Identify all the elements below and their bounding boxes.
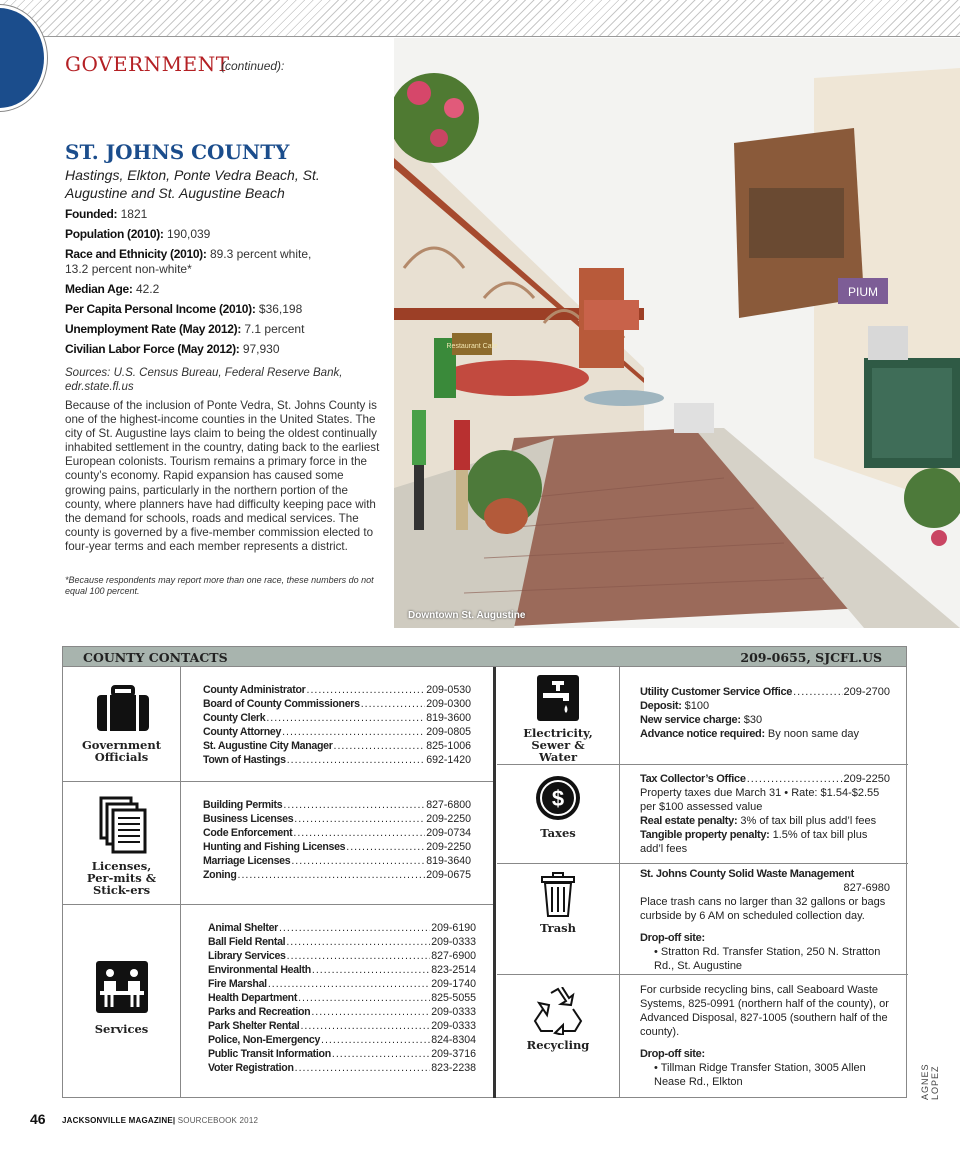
contact-row: Hunting and Fishing Licenses ..... 209-2250 xyxy=(203,840,471,854)
licenses-list-cell xyxy=(181,782,494,905)
photo-caption: Downtown St. Augustine xyxy=(408,610,526,621)
trash-phone-line: 827-6980 xyxy=(843,882,890,894)
trash-info xyxy=(640,867,890,973)
trash-dropoff: • Stratton Rd. Transfer Station, 250 N. Stratton Rd., St. Augustine xyxy=(654,946,881,972)
utilities-office-row: Utility Customer Service Office ..... 209-2700 xyxy=(640,685,890,699)
utilities-info-cell xyxy=(620,667,908,765)
documents-icon xyxy=(99,796,149,854)
contact-row: Park Shelter Rental ..... 209-0333 xyxy=(208,1019,476,1033)
taxes-icon-cell xyxy=(497,765,620,864)
restaurant-sign-text: Restaurant Cafe xyxy=(446,343,498,350)
licenses-contact-list xyxy=(203,798,471,882)
contact-row: Ball Field Rental ..... 209-0333 xyxy=(208,935,476,949)
licenses-label: Licenses, Per-mits & Stick-ers xyxy=(86,859,157,897)
fact-income: Per Capita Personal Income (2010): $36,198 xyxy=(65,302,303,316)
contact-row: Health Department ..... 825-5055 xyxy=(208,991,476,1005)
contact-row: Town of Hastings ..... 692-1420 xyxy=(203,753,471,767)
services-label: Services xyxy=(94,1022,149,1036)
services-list-cell xyxy=(181,905,494,1098)
dollar-icon xyxy=(534,774,582,822)
contact-row: County Administrator ..... 209-0530 xyxy=(203,683,471,697)
county-description: Because of the inclusion of Ponte Vedra, St. Johns County is one of the highest-income counties in the United States. The city of St. Augustine lays claim to being the oldest continually inhabited settlement in the country, dating back to the earliest European colonists. Tourism remains a primary force in the county’s economy. Rapid expansion has caused some growing pains, particularly in the northern portion of the county, where planners have had difficulty keeping pace with the demand for schools, roads and medical services. The county is governed by a five-member commission elected to four-year terms and each member represents a district. xyxy=(65,399,380,553)
taxes-due: Property taxes due March 31 • Rate: $1.54-$2.55 per $100 assessed value xyxy=(640,787,880,813)
recycling-dropoff-label: Drop-off site: xyxy=(640,1048,705,1060)
contact-row: Environmental Health ..... 823-2514 xyxy=(208,963,476,977)
taxes-info xyxy=(640,772,890,856)
utilities-label: Electricity, Sewer & Water xyxy=(523,726,593,764)
page-number: 46 xyxy=(30,1111,46,1127)
recycling-info xyxy=(640,983,890,1089)
fact-founded: Founded: 1821 xyxy=(65,207,148,221)
government-icon-cell xyxy=(63,667,181,782)
contact-row: Voter Registration ..... 823-2238 xyxy=(208,1061,476,1075)
footnote: *Because respondents may report more than one race, these numbers do not equal 100 percent. xyxy=(65,575,374,596)
contact-row: Police, Non-Emergency ..... 824-8304 xyxy=(208,1033,476,1047)
trash-icon-cell xyxy=(497,864,620,975)
footer-magazine: JACKSONVILLE MAGAZINE| SOURCEBOOK 2012 xyxy=(62,1116,259,1125)
county-contacts-bar xyxy=(62,646,907,667)
contacts-phone-website: 209-0655, SJCFL.US xyxy=(740,650,882,665)
utilities-charge: New service charge: $30 xyxy=(640,714,763,726)
trash-can-icon xyxy=(540,872,576,918)
sources: Sources: U.S. Census Bureau, Federal Reserve Bank, edr.state.fl.us xyxy=(65,367,343,393)
trash-info-cell xyxy=(620,864,908,975)
contacts-grid xyxy=(62,667,907,1098)
government-contact-list xyxy=(203,683,471,767)
taxes-real-estate: Real estate penalty: 3% of tax bill plus add’l fees xyxy=(640,815,877,827)
header-hatch-band xyxy=(0,0,960,37)
contact-row: St. Augustine City Manager ..... 825-1006 xyxy=(203,739,471,753)
briefcase-icon xyxy=(95,685,151,733)
trash-label: Trash xyxy=(539,921,577,935)
street-scene-image xyxy=(394,38,960,628)
county-towns: Hastings, Elkton, Ponte Vedra Beach, St. Augustine and St. Augustine Beach xyxy=(65,167,320,201)
street-photo xyxy=(394,38,960,628)
contact-row: Code Enforcement ..... 209-0734 xyxy=(203,826,471,840)
utilities-notice: Advance notice required: By noon same day xyxy=(640,728,860,740)
contacts-title: COUNTY CONTACTS xyxy=(83,650,228,665)
contact-row: Building Permits ..... 827-6800 xyxy=(203,798,471,812)
taxes-office-row: Tax Collector’s Office ..... 209-2250 xyxy=(640,772,890,786)
svg-text:$: $ xyxy=(551,786,565,811)
recycling-dropoff: • Tillman Ridge Transfer Station, 3005 Allen Nease Rd., Elkton xyxy=(654,1062,866,1088)
utilities-deposit: Deposit: $100 xyxy=(640,700,710,712)
contact-row: County Attorney ..... 209-0805 xyxy=(203,725,471,739)
fact-population: Population (2010): 190,039 xyxy=(65,227,211,241)
section-continued: (continued): xyxy=(221,59,285,73)
taxes-tangible: Tangible property penalty: 1.5% of tax bill plus add’l fees xyxy=(640,829,868,855)
government-list-cell xyxy=(181,667,494,782)
contact-row: Fire Marshal ..... 209-1740 xyxy=(208,977,476,991)
county-facts xyxy=(65,207,385,362)
fact-unemployment: Unemployment Rate (May 2012): 7.1 percent xyxy=(65,322,305,336)
county-title: ST. JOHNS COUNTY xyxy=(65,140,290,164)
services-icon-cell xyxy=(63,905,181,1098)
contact-row: Zoning ..... 209-0675 xyxy=(203,868,471,882)
fact-median-age: Median Age: 42.2 xyxy=(65,282,160,296)
trash-dropoff-label: Drop-off site: xyxy=(640,932,705,944)
licenses-icon-cell xyxy=(63,782,181,905)
services-contact-list xyxy=(208,921,476,1075)
contact-row: Library Services ..... 827-6900 xyxy=(208,949,476,963)
recycle-icon xyxy=(533,987,583,1035)
recycling-label: Recycling xyxy=(526,1038,590,1052)
fact-labor-force: Civilian Labor Force (May 2012): 97,930 xyxy=(65,342,280,356)
taxes-info-cell xyxy=(620,765,908,864)
contact-row: County Clerk ..... 819-3600 xyxy=(203,711,471,725)
taxes-label: Taxes xyxy=(540,826,576,840)
contact-row: Parks and Recreation ..... 209-0333 xyxy=(208,1005,476,1019)
photo-credit: AGNES LOPEZ xyxy=(920,1063,940,1100)
trash-note: Place trash cans no larger than 32 gallons or bags curbside by 6 AM on scheduled collection day. xyxy=(640,896,886,922)
contact-row: Public Transit Information ..... 209-3716 xyxy=(208,1047,476,1061)
contact-row: Marriage Licenses ..... 819-3640 xyxy=(203,854,471,868)
utilities-icon-cell xyxy=(497,667,620,765)
recycling-note: For curbside recycling bins, call Seaboard Waste Systems, 825-0991 (northern half of the county), or Advanced Disposal, 827-1005 (southern half of the county). xyxy=(640,984,889,1038)
trash-office-name: St. Johns County Solid Waste Management xyxy=(640,868,855,880)
contact-row: Animal Shelter ..... 209-6190 xyxy=(208,921,476,935)
fact-race: Race and Ethnicity (2010): 89.3 percent white, 13.2 percent non-white* xyxy=(65,247,312,276)
pium-sign-text: PIUM xyxy=(848,285,878,299)
utilities-info xyxy=(640,685,890,741)
government-label: Government Officials xyxy=(81,738,162,764)
column-divider xyxy=(493,667,496,1098)
section-title: GOVERNMENT xyxy=(65,52,230,76)
faucet-icon xyxy=(537,675,579,721)
service-desk-icon xyxy=(96,961,148,1013)
contact-row: Board of County Commissioners ..... 209-0300 xyxy=(203,697,471,711)
recycling-icon-cell xyxy=(497,975,620,1098)
contact-row: Business Licenses ..... 209-2250 xyxy=(203,812,471,826)
recycling-info-cell xyxy=(620,975,908,1098)
